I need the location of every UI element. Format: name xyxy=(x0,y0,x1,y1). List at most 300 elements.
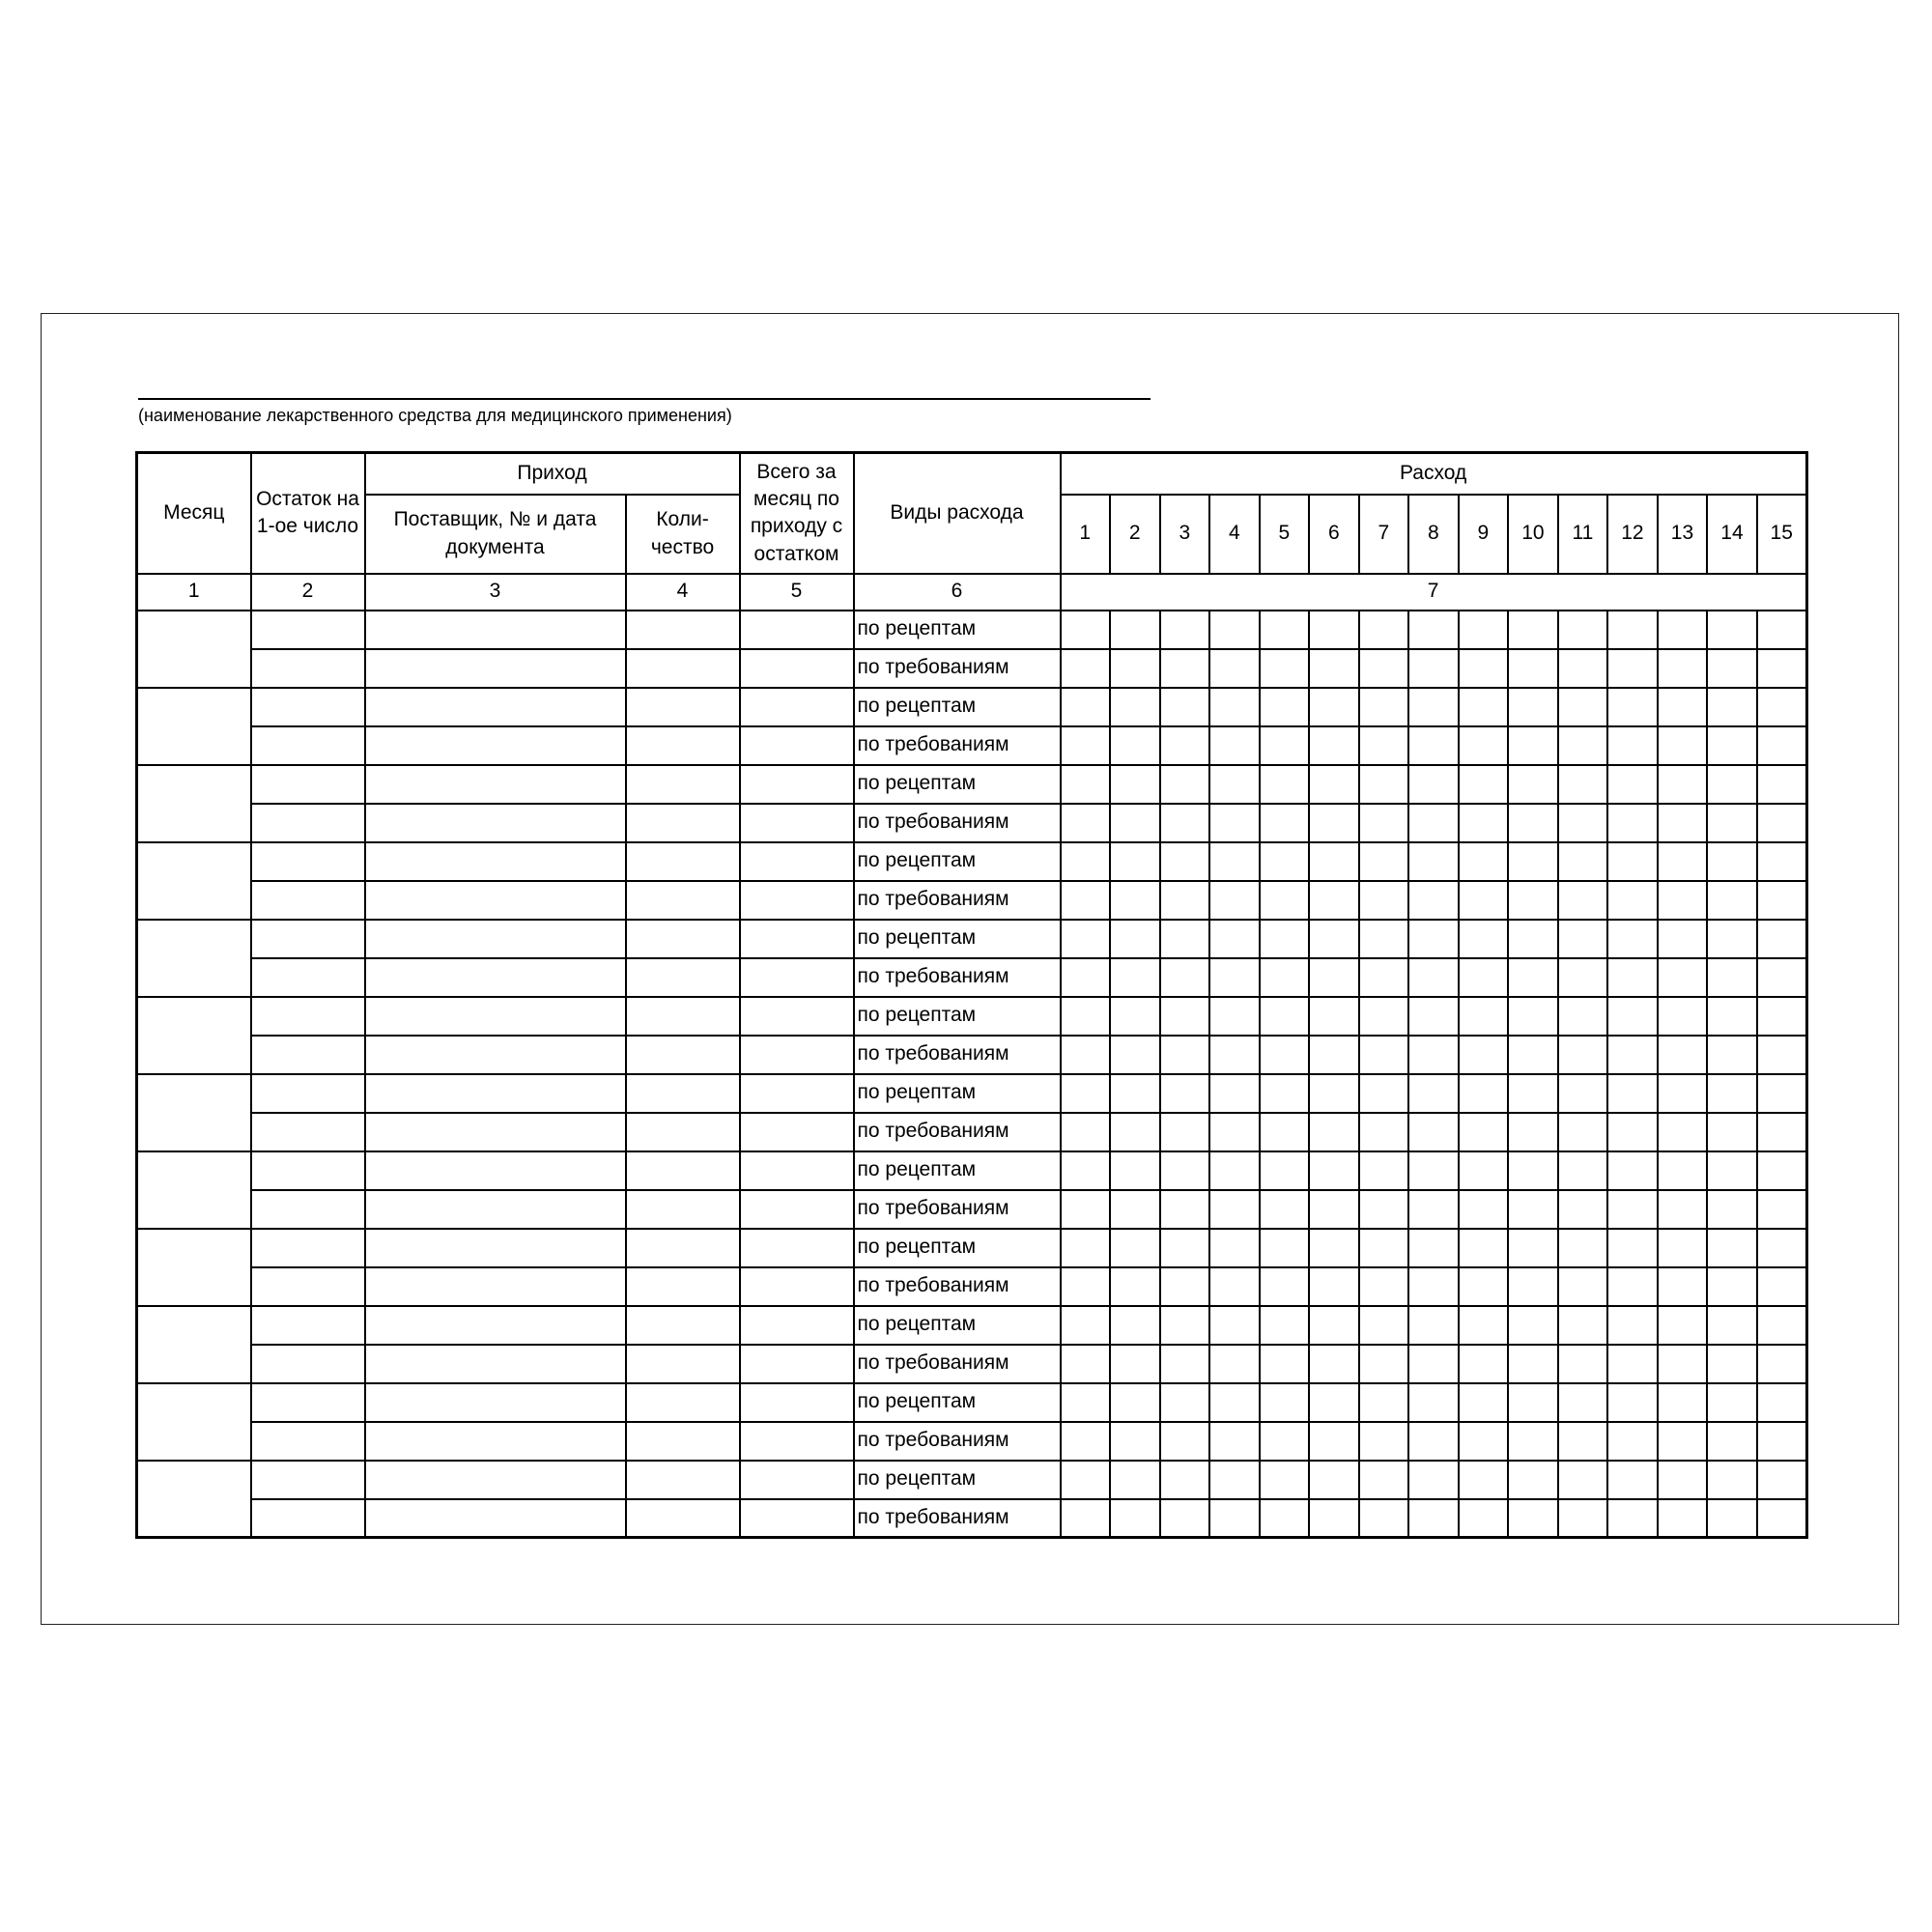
day-cell[interactable] xyxy=(1160,958,1210,997)
day-cell[interactable] xyxy=(1309,765,1359,804)
balance-cell[interactable] xyxy=(251,958,365,997)
month-cell[interactable] xyxy=(137,997,251,1074)
day-cell[interactable] xyxy=(1160,765,1210,804)
day-cell[interactable] xyxy=(1260,688,1310,726)
day-cell[interactable] xyxy=(1061,1267,1111,1306)
supplier-cell[interactable] xyxy=(365,1345,626,1383)
day-cell[interactable] xyxy=(1658,1190,1708,1229)
day-cell[interactable] xyxy=(1160,997,1210,1036)
day-cell[interactable] xyxy=(1309,1306,1359,1345)
balance-cell[interactable] xyxy=(251,1267,365,1306)
day-cell[interactable] xyxy=(1309,1036,1359,1074)
balance-cell[interactable] xyxy=(251,1461,365,1499)
balance-cell[interactable] xyxy=(251,726,365,765)
day-cell[interactable] xyxy=(1558,958,1608,997)
day-cell[interactable] xyxy=(1707,1306,1757,1345)
day-cell[interactable] xyxy=(1110,1306,1160,1345)
day-cell[interactable] xyxy=(1408,1229,1459,1267)
total-cell[interactable] xyxy=(740,765,854,804)
month-cell[interactable] xyxy=(137,1074,251,1151)
day-cell[interactable] xyxy=(1707,1151,1757,1190)
supplier-cell[interactable] xyxy=(365,1151,626,1190)
day-cell[interactable] xyxy=(1359,1151,1409,1190)
day-cell[interactable] xyxy=(1707,1113,1757,1151)
balance-cell[interactable] xyxy=(251,688,365,726)
day-cell[interactable] xyxy=(1260,1422,1310,1461)
day-cell[interactable] xyxy=(1757,997,1807,1036)
day-cell[interactable] xyxy=(1408,958,1459,997)
day-cell[interactable] xyxy=(1160,1190,1210,1229)
day-cell[interactable] xyxy=(1508,1151,1558,1190)
day-cell[interactable] xyxy=(1209,1151,1260,1190)
supplier-cell[interactable] xyxy=(365,688,626,726)
day-cell[interactable] xyxy=(1757,958,1807,997)
day-cell[interactable] xyxy=(1359,649,1409,688)
day-cell[interactable] xyxy=(1459,726,1509,765)
day-cell[interactable] xyxy=(1558,1345,1608,1383)
day-cell[interactable] xyxy=(1607,1151,1658,1190)
day-cell[interactable] xyxy=(1061,920,1111,958)
day-cell[interactable] xyxy=(1408,1267,1459,1306)
day-cell[interactable] xyxy=(1110,1499,1160,1538)
supplier-cell[interactable] xyxy=(365,649,626,688)
day-cell[interactable] xyxy=(1707,958,1757,997)
day-cell[interactable] xyxy=(1061,1151,1111,1190)
day-cell[interactable] xyxy=(1658,1306,1708,1345)
balance-cell[interactable] xyxy=(251,1383,365,1422)
day-cell[interactable] xyxy=(1359,688,1409,726)
total-cell[interactable] xyxy=(740,1113,854,1151)
day-cell[interactable] xyxy=(1260,611,1310,649)
day-cell[interactable] xyxy=(1757,649,1807,688)
day-cell[interactable] xyxy=(1658,881,1708,920)
day-cell[interactable] xyxy=(1658,1113,1708,1151)
day-cell[interactable] xyxy=(1408,649,1459,688)
total-cell[interactable] xyxy=(740,1499,854,1538)
quantity-cell[interactable] xyxy=(626,1036,740,1074)
balance-cell[interactable] xyxy=(251,1345,365,1383)
day-cell[interactable] xyxy=(1508,1383,1558,1422)
day-cell[interactable] xyxy=(1707,1422,1757,1461)
day-cell[interactable] xyxy=(1757,1306,1807,1345)
day-cell[interactable] xyxy=(1459,842,1509,881)
day-cell[interactable] xyxy=(1408,765,1459,804)
day-cell[interactable] xyxy=(1061,1074,1111,1113)
day-cell[interactable] xyxy=(1707,997,1757,1036)
day-cell[interactable] xyxy=(1707,611,1757,649)
day-cell[interactable] xyxy=(1110,1151,1160,1190)
day-cell[interactable] xyxy=(1707,1229,1757,1267)
day-cell[interactable] xyxy=(1459,765,1509,804)
day-cell[interactable] xyxy=(1408,842,1459,881)
day-cell[interactable] xyxy=(1707,1345,1757,1383)
day-cell[interactable] xyxy=(1607,997,1658,1036)
day-cell[interactable] xyxy=(1757,1499,1807,1538)
day-cell[interactable] xyxy=(1209,1306,1260,1345)
day-cell[interactable] xyxy=(1459,688,1509,726)
day-cell[interactable] xyxy=(1558,920,1608,958)
quantity-cell[interactable] xyxy=(626,804,740,842)
day-cell[interactable] xyxy=(1309,1113,1359,1151)
day-cell[interactable] xyxy=(1359,1190,1409,1229)
supplier-cell[interactable] xyxy=(365,1074,626,1113)
supplier-cell[interactable] xyxy=(365,804,626,842)
day-cell[interactable] xyxy=(1110,804,1160,842)
day-cell[interactable] xyxy=(1061,1036,1111,1074)
drug-name-line[interactable] xyxy=(138,398,1151,400)
supplier-cell[interactable] xyxy=(365,1113,626,1151)
day-cell[interactable] xyxy=(1558,881,1608,920)
day-cell[interactable] xyxy=(1359,1383,1409,1422)
day-cell[interactable] xyxy=(1757,920,1807,958)
quantity-cell[interactable] xyxy=(626,1499,740,1538)
supplier-cell[interactable] xyxy=(365,1383,626,1422)
day-cell[interactable] xyxy=(1209,804,1260,842)
day-cell[interactable] xyxy=(1508,1074,1558,1113)
day-cell[interactable] xyxy=(1309,1267,1359,1306)
day-cell[interactable] xyxy=(1309,997,1359,1036)
balance-cell[interactable] xyxy=(251,804,365,842)
supplier-cell[interactable] xyxy=(365,765,626,804)
total-cell[interactable] xyxy=(740,1383,854,1422)
quantity-cell[interactable] xyxy=(626,1306,740,1345)
day-cell[interactable] xyxy=(1757,1267,1807,1306)
day-cell[interactable] xyxy=(1459,1383,1509,1422)
total-cell[interactable] xyxy=(740,1190,854,1229)
day-cell[interactable] xyxy=(1408,1499,1459,1538)
day-cell[interactable] xyxy=(1309,1422,1359,1461)
month-cell[interactable] xyxy=(137,1383,251,1461)
day-cell[interactable] xyxy=(1309,649,1359,688)
day-cell[interactable] xyxy=(1658,1036,1708,1074)
month-cell[interactable] xyxy=(137,842,251,920)
quantity-cell[interactable] xyxy=(626,1074,740,1113)
day-cell[interactable] xyxy=(1260,1461,1310,1499)
day-cell[interactable] xyxy=(1558,1229,1608,1267)
day-cell[interactable] xyxy=(1607,765,1658,804)
day-cell[interactable] xyxy=(1209,765,1260,804)
day-cell[interactable] xyxy=(1508,688,1558,726)
day-cell[interactable] xyxy=(1061,1113,1111,1151)
quantity-cell[interactable] xyxy=(626,1113,740,1151)
day-cell[interactable] xyxy=(1607,881,1658,920)
day-cell[interactable] xyxy=(1508,1499,1558,1538)
day-cell[interactable] xyxy=(1359,1499,1409,1538)
day-cell[interactable] xyxy=(1260,1113,1310,1151)
day-cell[interactable] xyxy=(1558,1190,1608,1229)
day-cell[interactable] xyxy=(1757,881,1807,920)
day-cell[interactable] xyxy=(1309,804,1359,842)
day-cell[interactable] xyxy=(1260,804,1310,842)
day-cell[interactable] xyxy=(1508,1036,1558,1074)
day-cell[interactable] xyxy=(1309,1151,1359,1190)
day-cell[interactable] xyxy=(1160,1074,1210,1113)
day-cell[interactable] xyxy=(1558,1383,1608,1422)
day-cell[interactable] xyxy=(1658,1461,1708,1499)
day-cell[interactable] xyxy=(1707,842,1757,881)
day-cell[interactable] xyxy=(1408,997,1459,1036)
day-cell[interactable] xyxy=(1209,997,1260,1036)
day-cell[interactable] xyxy=(1309,1074,1359,1113)
day-cell[interactable] xyxy=(1658,804,1708,842)
day-cell[interactable] xyxy=(1110,1190,1160,1229)
day-cell[interactable] xyxy=(1459,611,1509,649)
supplier-cell[interactable] xyxy=(365,1499,626,1538)
day-cell[interactable] xyxy=(1658,997,1708,1036)
day-cell[interactable] xyxy=(1658,1345,1708,1383)
day-cell[interactable] xyxy=(1408,804,1459,842)
day-cell[interactable] xyxy=(1359,1113,1409,1151)
day-cell[interactable] xyxy=(1110,1345,1160,1383)
day-cell[interactable] xyxy=(1160,1036,1210,1074)
day-cell[interactable] xyxy=(1707,688,1757,726)
day-cell[interactable] xyxy=(1707,726,1757,765)
day-cell[interactable] xyxy=(1309,920,1359,958)
day-cell[interactable] xyxy=(1558,1151,1608,1190)
quantity-cell[interactable] xyxy=(626,726,740,765)
day-cell[interactable] xyxy=(1558,1461,1608,1499)
day-cell[interactable] xyxy=(1110,1461,1160,1499)
day-cell[interactable] xyxy=(1607,1267,1658,1306)
day-cell[interactable] xyxy=(1061,1306,1111,1345)
day-cell[interactable] xyxy=(1607,1074,1658,1113)
day-cell[interactable] xyxy=(1110,1036,1160,1074)
day-cell[interactable] xyxy=(1260,997,1310,1036)
balance-cell[interactable] xyxy=(251,611,365,649)
day-cell[interactable] xyxy=(1209,881,1260,920)
day-cell[interactable] xyxy=(1408,611,1459,649)
quantity-cell[interactable] xyxy=(626,1229,740,1267)
day-cell[interactable] xyxy=(1061,1190,1111,1229)
day-cell[interactable] xyxy=(1359,1036,1409,1074)
supplier-cell[interactable] xyxy=(365,1036,626,1074)
day-cell[interactable] xyxy=(1359,881,1409,920)
day-cell[interactable] xyxy=(1707,881,1757,920)
day-cell[interactable] xyxy=(1607,688,1658,726)
day-cell[interactable] xyxy=(1707,649,1757,688)
day-cell[interactable] xyxy=(1757,1036,1807,1074)
total-cell[interactable] xyxy=(740,1036,854,1074)
day-cell[interactable] xyxy=(1160,1229,1210,1267)
quantity-cell[interactable] xyxy=(626,1190,740,1229)
total-cell[interactable] xyxy=(740,649,854,688)
day-cell[interactable] xyxy=(1359,765,1409,804)
month-cell[interactable] xyxy=(137,611,251,688)
day-cell[interactable] xyxy=(1757,1461,1807,1499)
day-cell[interactable] xyxy=(1658,1151,1708,1190)
day-cell[interactable] xyxy=(1309,1461,1359,1499)
balance-cell[interactable] xyxy=(251,649,365,688)
day-cell[interactable] xyxy=(1260,765,1310,804)
day-cell[interactable] xyxy=(1558,611,1608,649)
day-cell[interactable] xyxy=(1160,726,1210,765)
day-cell[interactable] xyxy=(1607,1499,1658,1538)
balance-cell[interactable] xyxy=(251,920,365,958)
day-cell[interactable] xyxy=(1607,726,1658,765)
day-cell[interactable] xyxy=(1658,726,1708,765)
balance-cell[interactable] xyxy=(251,1036,365,1074)
day-cell[interactable] xyxy=(1757,804,1807,842)
day-cell[interactable] xyxy=(1408,726,1459,765)
supplier-cell[interactable] xyxy=(365,1229,626,1267)
supplier-cell[interactable] xyxy=(365,1306,626,1345)
day-cell[interactable] xyxy=(1607,920,1658,958)
supplier-cell[interactable] xyxy=(365,920,626,958)
day-cell[interactable] xyxy=(1757,842,1807,881)
month-cell[interactable] xyxy=(137,1306,251,1383)
day-cell[interactable] xyxy=(1209,1036,1260,1074)
day-cell[interactable] xyxy=(1707,1267,1757,1306)
supplier-cell[interactable] xyxy=(365,611,626,649)
total-cell[interactable] xyxy=(740,958,854,997)
day-cell[interactable] xyxy=(1558,1499,1608,1538)
supplier-cell[interactable] xyxy=(365,1190,626,1229)
balance-cell[interactable] xyxy=(251,1074,365,1113)
day-cell[interactable] xyxy=(1508,1422,1558,1461)
day-cell[interactable] xyxy=(1209,1499,1260,1538)
quantity-cell[interactable] xyxy=(626,649,740,688)
day-cell[interactable] xyxy=(1359,1461,1409,1499)
day-cell[interactable] xyxy=(1359,1229,1409,1267)
day-cell[interactable] xyxy=(1061,1422,1111,1461)
month-cell[interactable] xyxy=(137,920,251,997)
day-cell[interactable] xyxy=(1607,1383,1658,1422)
day-cell[interactable] xyxy=(1061,1345,1111,1383)
day-cell[interactable] xyxy=(1459,920,1509,958)
day-cell[interactable] xyxy=(1359,958,1409,997)
day-cell[interactable] xyxy=(1110,842,1160,881)
month-cell[interactable] xyxy=(137,1461,251,1538)
quantity-cell[interactable] xyxy=(626,1151,740,1190)
day-cell[interactable] xyxy=(1508,804,1558,842)
total-cell[interactable] xyxy=(740,1306,854,1345)
day-cell[interactable] xyxy=(1508,1461,1558,1499)
day-cell[interactable] xyxy=(1110,765,1160,804)
day-cell[interactable] xyxy=(1658,1074,1708,1113)
day-cell[interactable] xyxy=(1459,1267,1509,1306)
day-cell[interactable] xyxy=(1607,1306,1658,1345)
day-cell[interactable] xyxy=(1110,726,1160,765)
day-cell[interactable] xyxy=(1359,842,1409,881)
day-cell[interactable] xyxy=(1209,688,1260,726)
day-cell[interactable] xyxy=(1508,726,1558,765)
day-cell[interactable] xyxy=(1160,611,1210,649)
day-cell[interactable] xyxy=(1459,881,1509,920)
day-cell[interactable] xyxy=(1209,649,1260,688)
day-cell[interactable] xyxy=(1558,804,1608,842)
day-cell[interactable] xyxy=(1707,765,1757,804)
day-cell[interactable] xyxy=(1061,842,1111,881)
day-cell[interactable] xyxy=(1260,1345,1310,1383)
day-cell[interactable] xyxy=(1508,1113,1558,1151)
day-cell[interactable] xyxy=(1558,1074,1608,1113)
day-cell[interactable] xyxy=(1359,1422,1409,1461)
day-cell[interactable] xyxy=(1459,1036,1509,1074)
day-cell[interactable] xyxy=(1209,1422,1260,1461)
day-cell[interactable] xyxy=(1607,1190,1658,1229)
total-cell[interactable] xyxy=(740,688,854,726)
balance-cell[interactable] xyxy=(251,1113,365,1151)
day-cell[interactable] xyxy=(1658,1229,1708,1267)
day-cell[interactable] xyxy=(1508,1306,1558,1345)
day-cell[interactable] xyxy=(1110,1229,1160,1267)
day-cell[interactable] xyxy=(1260,1190,1310,1229)
day-cell[interactable] xyxy=(1408,1113,1459,1151)
day-cell[interactable] xyxy=(1558,1113,1608,1151)
day-cell[interactable] xyxy=(1459,1151,1509,1190)
day-cell[interactable] xyxy=(1061,1461,1111,1499)
day-cell[interactable] xyxy=(1110,881,1160,920)
day-cell[interactable] xyxy=(1309,1345,1359,1383)
day-cell[interactable] xyxy=(1309,1499,1359,1538)
day-cell[interactable] xyxy=(1459,1345,1509,1383)
day-cell[interactable] xyxy=(1558,688,1608,726)
day-cell[interactable] xyxy=(1160,688,1210,726)
day-cell[interactable] xyxy=(1607,842,1658,881)
day-cell[interactable] xyxy=(1558,1036,1608,1074)
day-cell[interactable] xyxy=(1757,1074,1807,1113)
day-cell[interactable] xyxy=(1160,1306,1210,1345)
day-cell[interactable] xyxy=(1757,688,1807,726)
day-cell[interactable] xyxy=(1459,1499,1509,1538)
day-cell[interactable] xyxy=(1459,958,1509,997)
quantity-cell[interactable] xyxy=(626,765,740,804)
day-cell[interactable] xyxy=(1757,1190,1807,1229)
balance-cell[interactable] xyxy=(251,1422,365,1461)
day-cell[interactable] xyxy=(1558,997,1608,1036)
balance-cell[interactable] xyxy=(251,997,365,1036)
day-cell[interactable] xyxy=(1607,1345,1658,1383)
day-cell[interactable] xyxy=(1061,649,1111,688)
day-cell[interactable] xyxy=(1260,842,1310,881)
day-cell[interactable] xyxy=(1160,842,1210,881)
day-cell[interactable] xyxy=(1209,958,1260,997)
day-cell[interactable] xyxy=(1110,1383,1160,1422)
day-cell[interactable] xyxy=(1757,765,1807,804)
day-cell[interactable] xyxy=(1558,1422,1608,1461)
day-cell[interactable] xyxy=(1209,1229,1260,1267)
quantity-cell[interactable] xyxy=(626,688,740,726)
day-cell[interactable] xyxy=(1508,611,1558,649)
day-cell[interactable] xyxy=(1707,1383,1757,1422)
day-cell[interactable] xyxy=(1459,804,1509,842)
quantity-cell[interactable] xyxy=(626,611,740,649)
day-cell[interactable] xyxy=(1209,1461,1260,1499)
day-cell[interactable] xyxy=(1508,920,1558,958)
day-cell[interactable] xyxy=(1459,997,1509,1036)
balance-cell[interactable] xyxy=(251,1229,365,1267)
total-cell[interactable] xyxy=(740,1461,854,1499)
day-cell[interactable] xyxy=(1260,1229,1310,1267)
day-cell[interactable] xyxy=(1508,1190,1558,1229)
day-cell[interactable] xyxy=(1209,920,1260,958)
day-cell[interactable] xyxy=(1607,611,1658,649)
balance-cell[interactable] xyxy=(251,842,365,881)
day-cell[interactable] xyxy=(1209,1383,1260,1422)
day-cell[interactable] xyxy=(1061,765,1111,804)
balance-cell[interactable] xyxy=(251,1151,365,1190)
day-cell[interactable] xyxy=(1658,1422,1708,1461)
day-cell[interactable] xyxy=(1508,881,1558,920)
day-cell[interactable] xyxy=(1209,611,1260,649)
total-cell[interactable] xyxy=(740,842,854,881)
supplier-cell[interactable] xyxy=(365,842,626,881)
day-cell[interactable] xyxy=(1658,649,1708,688)
supplier-cell[interactable] xyxy=(365,997,626,1036)
balance-cell[interactable] xyxy=(251,765,365,804)
day-cell[interactable] xyxy=(1558,1267,1608,1306)
day-cell[interactable] xyxy=(1757,1113,1807,1151)
